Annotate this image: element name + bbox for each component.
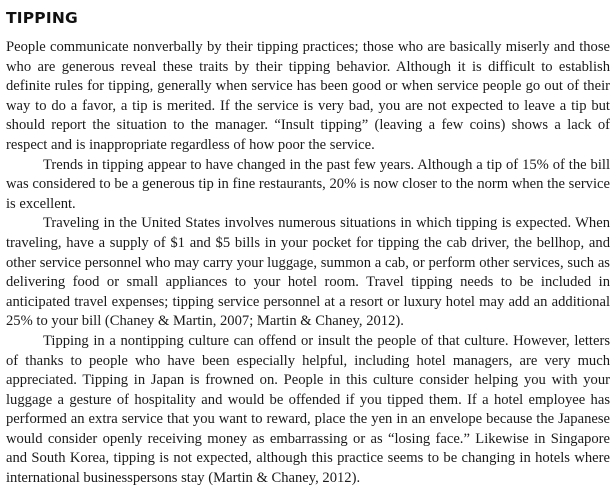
section-heading: TIPPING bbox=[6, 9, 78, 27]
paragraph-nontipping-cultures: Tipping in a nontipping culture can offend or insult the people of that culture. However, letters of thanks to people who have been especially helpful, including hotel managers, are very much appreciated. Tipping in Japan is frowned on. People in this culture consider helping you with your luggage a gesture of hospitality and would be offended if you tipped them. If a hotel employee has performed an extra service that you want to reward, place the yen in an envelope because the Japanese would consider openly receiving money as embarrassing or as “losing face.” Likewise in Singapore and South Korea, tipping is not expected, although this practice seems to be changing in hotels where international businesspersons stay (Martin & Chaney, 2012). bbox=[6, 332, 610, 487]
paragraph-travel-tipping: Traveling in the United States involves numerous situations in which tipping is expected. When traveling, have a supply of $1 and $5 bills in your pocket for tipping the cab driver, the bellhop, and other service personnel who may carry your luggage, summon a cab, or perform other services, such as delivering food or small appliances to your hotel room. Travel tipping needs to be included in anticipated travel expenses; tipping service personnel at a resort or luxury hotel may add an additional 25% to your bill (Chaney & Martin, 2007; Martin & Chaney, 2012). bbox=[6, 215, 610, 330]
paragraph-tipping-trends: Trends in tipping appear to have changed in the past few years. Although a tip of 15% of the bill was considered to be a generous tip in fine restaurants, 20% is now closer to the norm when the service is excellent. bbox=[6, 156, 610, 212]
paragraph-nonverbal-tipping: People communicate nonverbally by their tipping practices; those who are basically miserly and those who are generous reveal these traits by their tipping behavior. Although it is difficult to establish definite rules for tipping, generally when service has been good or when service people go out of their way to do a favor, a tip is merited. If the service is very bad, you are not expected to leave a tip but should report the situation to the manager. “Insult tipping” (leaving a few coins) shows a lack of respect and is inappropriate regardless of how poor the service. bbox=[6, 39, 610, 153]
